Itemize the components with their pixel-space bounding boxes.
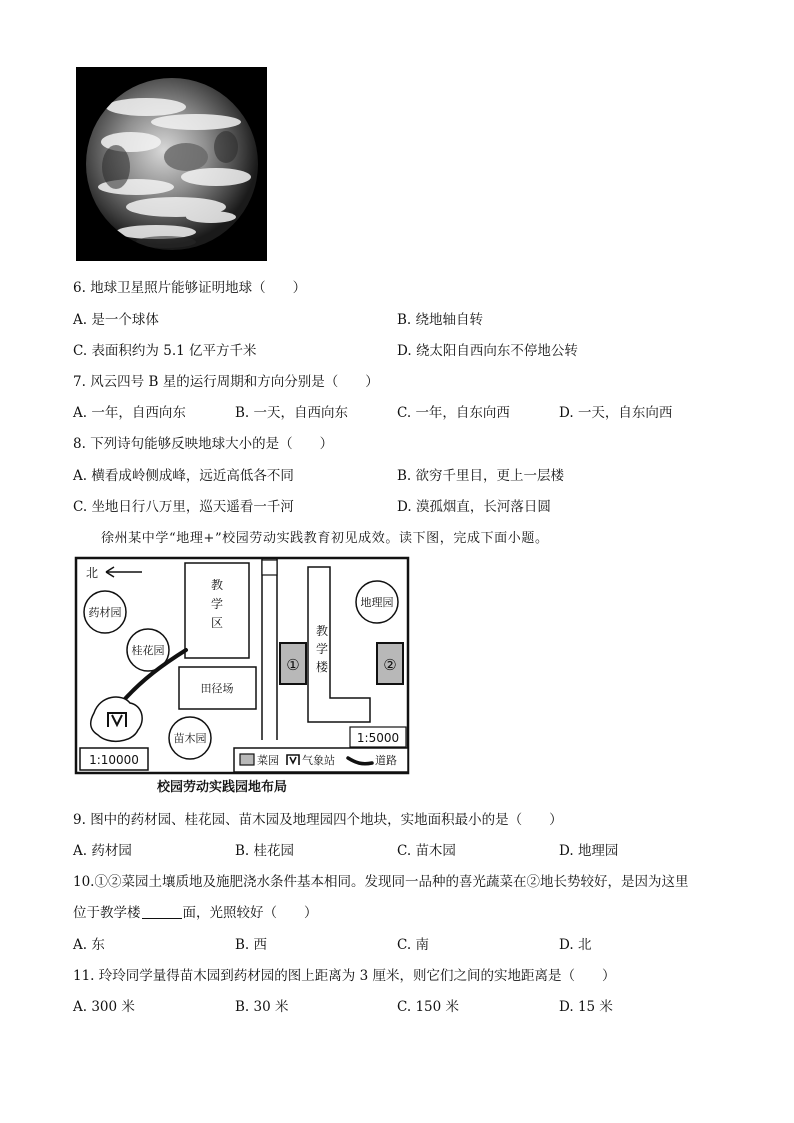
option-text: 绕地轴自转	[415, 312, 484, 328]
question-6-stem	[73, 276, 306, 296]
question-text: ①②菜园土壤质地及施肥浇水条件基本相同。发现同一品种的喜光蔬菜在②地长势较好，是因为这里	[94, 874, 689, 890]
question-7-option-b	[235, 401, 348, 421]
question-11-stem	[73, 964, 615, 984]
teaching-building-label: 教	[315, 624, 329, 638]
question-10-stem-continued	[73, 901, 318, 921]
teaching-building-label: 楼	[315, 660, 329, 674]
question-11-option-a	[73, 995, 135, 1015]
option-letter: A.	[73, 937, 88, 953]
teaching-area-label: 区	[210, 616, 224, 630]
question-10-option-b	[235, 933, 267, 953]
option-letter: D.	[397, 343, 412, 359]
reading-intro: 徐州某中学“地理+”校园劳动实践教育初见成效。读下图，完成下面小题。	[101, 531, 549, 546]
option-letter: D.	[559, 937, 574, 953]
option-text: 一天，自西向东	[253, 405, 349, 421]
question-text: 地球卫星照片能够证明地球（ ）	[90, 280, 307, 296]
option-letter: A.	[73, 999, 88, 1015]
option-letter: C.	[397, 937, 412, 953]
question-number: 9.	[73, 812, 86, 828]
option-text: 北	[577, 937, 592, 953]
plot-2-label: ②	[383, 656, 397, 674]
answer-blank[interactable]	[142, 905, 182, 919]
option-letter: D.	[559, 843, 574, 859]
option-text: 15 米	[577, 999, 613, 1015]
campus-layout-map	[72, 555, 412, 795]
earth-satellite-photo	[76, 67, 267, 261]
legend-vegetable-label: 菜园	[257, 754, 279, 767]
question-11-option-d	[559, 995, 613, 1015]
question-text: 位于教学楼	[73, 905, 141, 921]
option-text: 东	[91, 937, 105, 953]
option-text: 欲穷千里目，更上一层楼	[415, 468, 565, 484]
option-letter: C.	[397, 843, 412, 859]
legend-road-label: 道路	[375, 754, 397, 767]
question-7-option-a	[73, 401, 186, 421]
question-text: 玲玲同学量得苗木园到药材园的图上距离为 3 厘米，则它们之间的实地距离是（ ）	[98, 968, 616, 984]
weather-station-area	[91, 697, 142, 741]
option-letter: D.	[397, 499, 412, 515]
question-9-option-a	[73, 839, 132, 859]
question-text: 风云四号 B 星的运行周期和方向分别是（ ）	[90, 374, 379, 390]
question-10-option-c	[397, 933, 429, 953]
question-text: 图中的药材园、桂花园、苗木园及地理园四个地块，实地面积最小的是（ ）	[90, 812, 563, 828]
option-text: 绕太阳自西向东不停地公转	[415, 343, 578, 359]
question-10-option-d	[559, 933, 591, 953]
option-text: 西	[253, 937, 268, 953]
option-text: 南	[415, 937, 429, 953]
option-letter: C.	[73, 499, 88, 515]
question-8-option-c	[73, 495, 294, 515]
teaching-area-label: 学	[210, 597, 224, 611]
option-letter: C.	[73, 343, 88, 359]
question-number: 6.	[73, 280, 86, 296]
plot-1-label: ①	[286, 656, 300, 674]
option-letter: C.	[397, 999, 412, 1015]
question-text: 面，光照较好（ ）	[182, 905, 318, 921]
legend-weather-label: 气象站	[302, 754, 335, 767]
question-8-option-d	[397, 495, 551, 515]
option-text: 桂花园	[253, 843, 295, 859]
option-letter: D.	[559, 999, 574, 1015]
option-letter: A.	[73, 468, 88, 484]
question-9-option-d	[559, 839, 618, 859]
option-letter: A.	[73, 843, 88, 859]
question-6-option-b	[397, 308, 483, 328]
osmanthus-garden-label: 桂花园	[131, 644, 165, 657]
option-text: 坐地日行八万里，巡天遥看一千河	[91, 499, 294, 515]
question-11-option-c	[397, 995, 459, 1015]
track-field-label: 田径场	[200, 682, 234, 695]
option-text: 漠孤烟直，长河落日圆	[415, 499, 551, 515]
option-text: 地理园	[577, 843, 619, 859]
question-9-option-b	[235, 839, 294, 859]
question-8-stem	[73, 432, 333, 452]
option-text: 一年，自东向西	[415, 405, 510, 421]
question-11-option-b	[235, 995, 289, 1015]
option-text: 药材园	[91, 843, 132, 859]
question-8-option-a	[73, 464, 294, 484]
question-7-option-d	[559, 401, 672, 421]
option-text: 一年，自西向东	[91, 405, 186, 421]
option-text: 横看成岭侧成峰，远近高低各不同	[91, 468, 294, 484]
option-text: 30 米	[253, 999, 289, 1015]
option-text: 苗木园	[415, 843, 456, 859]
question-10-stem	[73, 870, 688, 890]
map-caption: 校园劳动实践园地布局	[156, 780, 288, 795]
option-text: 表面积约为 5.1 亿平方千米	[91, 343, 257, 359]
option-letter: B.	[235, 843, 250, 859]
question-number: 11.	[73, 968, 95, 984]
question-9-option-c	[397, 839, 456, 859]
option-letter: B.	[397, 468, 412, 484]
option-text: 一天，自东向西	[577, 405, 673, 421]
question-7-option-c	[397, 401, 510, 421]
question-6-option-d	[397, 339, 578, 359]
question-6-option-a	[73, 308, 159, 328]
question-10-option-a	[73, 933, 105, 953]
option-text: 是一个球体	[91, 312, 159, 328]
option-letter: A.	[73, 405, 88, 421]
teaching-building-label: 学	[315, 642, 329, 656]
question-8-option-b	[397, 464, 564, 484]
option-text: 300 米	[91, 999, 135, 1015]
option-letter: B.	[397, 312, 412, 328]
question-number: 10.	[73, 874, 95, 890]
nursery-garden-label: 苗木园	[173, 732, 207, 745]
option-letter: D.	[559, 405, 574, 421]
north-label: 北	[86, 566, 99, 580]
question-9-stem	[73, 808, 563, 828]
teaching-area-label: 教	[210, 578, 224, 592]
legend-vegetable-swatch	[240, 754, 254, 765]
option-letter: A.	[73, 312, 88, 328]
option-letter: B.	[235, 937, 250, 953]
option-letter: C.	[397, 405, 412, 421]
question-text: 下列诗句能够反映地球大小的是（ ）	[90, 436, 334, 452]
scale-left-label: 1:10000	[89, 753, 139, 767]
question-number: 7.	[73, 374, 86, 390]
question-6-option-c	[73, 339, 257, 359]
option-text: 150 米	[415, 999, 459, 1015]
option-letter: B.	[235, 999, 250, 1015]
question-number: 8.	[73, 436, 86, 452]
scale-right-label: 1:5000	[356, 731, 400, 745]
option-letter: B.	[235, 405, 250, 421]
geography-garden-label: 地理园	[360, 596, 394, 609]
herb-garden-label: 药材园	[88, 606, 122, 619]
question-7-stem	[73, 370, 379, 390]
